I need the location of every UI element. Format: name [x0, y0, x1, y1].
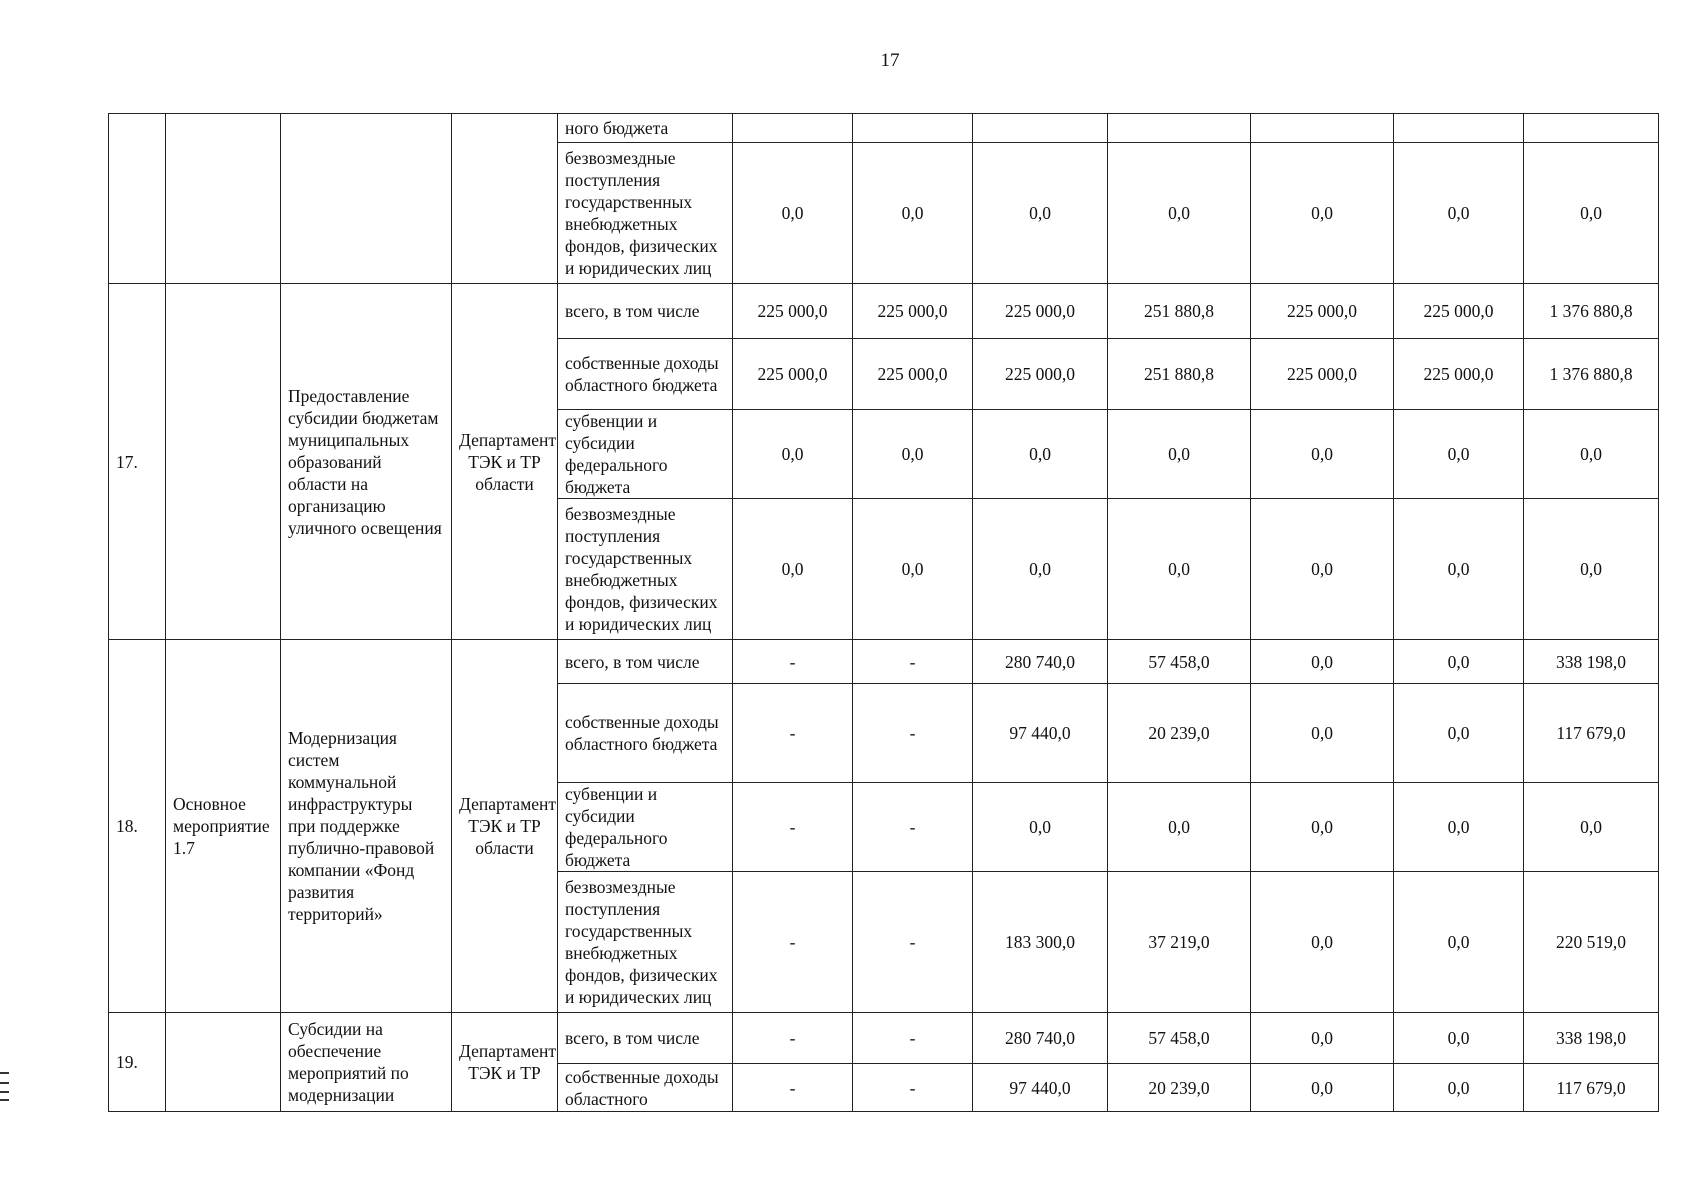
funding-value-cell: 0,0: [1394, 1064, 1524, 1112]
funding-value-cell: 280 740,0: [973, 640, 1108, 684]
event-type: Основное мероприятие 1.7: [166, 640, 281, 1013]
funding-value-cell: -: [733, 783, 853, 872]
funding-value-cell: -: [733, 1064, 853, 1112]
funding-value-cell: 0,0: [1108, 499, 1251, 640]
funding-source-label: безвозмездные поступления государственных внебюджетных фондов, физических и юридических лиц: [558, 143, 733, 284]
funding-value-cell: -: [853, 684, 973, 783]
funding-value-cell: 0,0: [973, 410, 1108, 499]
margin-mark: [0, 1082, 9, 1084]
funding-value-cell: -: [853, 783, 973, 872]
event-type: [166, 284, 281, 640]
funding-value-cell: -: [853, 872, 973, 1013]
funding-source-label: ного бюджета: [558, 114, 733, 143]
funding-value-cell: 97 440,0: [973, 684, 1108, 783]
funding-value-cell: 0,0: [1524, 783, 1659, 872]
table-row: [109, 284, 1659, 339]
funding-value-cell: 0,0: [1251, 1013, 1394, 1064]
funding-source-label: безвозмездные поступления государственных внебюджетных фондов, физических и юридических лиц: [558, 872, 733, 1013]
funding-value-cell: 0,0: [1251, 1064, 1394, 1112]
event-name: Модернизация систем коммунальной инфраструктуры при поддержке публично-правовой компании «Фонд развития территорий»: [281, 640, 452, 1013]
funding-value-cell: 0,0: [1524, 143, 1659, 284]
funding-source-label: собственные доходы областного: [558, 1064, 733, 1112]
funding-source-label: субвенции и субсидии федерального бюджета: [558, 783, 733, 872]
funding-value-cell: 0,0: [733, 499, 853, 640]
funding-source-label: всего, в том числе: [558, 640, 733, 684]
funding-value-cell: 225 000,0: [1394, 284, 1524, 339]
funding-value-cell: 225 000,0: [973, 284, 1108, 339]
table-row: [109, 114, 1659, 143]
funding-source-label: собственные доходы областного бюджета: [558, 684, 733, 783]
funding-value-cell: 0,0: [733, 143, 853, 284]
funding-value-cell: 37 219,0: [1108, 872, 1251, 1013]
funding-value-cell: 338 198,0: [1524, 1013, 1659, 1064]
table-row: [109, 1013, 1659, 1064]
event-type: [166, 1013, 281, 1112]
event-name: [281, 114, 452, 284]
funding-value-cell: 57 458,0: [1108, 640, 1251, 684]
funding-value-cell: 338 198,0: [1524, 640, 1659, 684]
funding-value-cell: 117 679,0: [1524, 684, 1659, 783]
funding-value-cell: 220 519,0: [1524, 872, 1659, 1013]
funding-value-cell: [973, 114, 1108, 143]
funding-value-cell: 1 376 880,8: [1524, 284, 1659, 339]
funding-value-cell: 183 300,0: [973, 872, 1108, 1013]
funding-value-cell: 0,0: [1251, 410, 1394, 499]
funding-value-cell: 0,0: [853, 499, 973, 640]
margin-mark: [0, 1091, 9, 1093]
row-number: 17.: [109, 284, 166, 640]
funding-value-cell: [853, 114, 973, 143]
funding-value-cell: 225 000,0: [973, 339, 1108, 410]
funding-value-cell: 225 000,0: [1251, 339, 1394, 410]
funding-value-cell: 0,0: [1524, 410, 1659, 499]
funding-value-cell: -: [733, 872, 853, 1013]
funding-value-cell: 0,0: [1251, 783, 1394, 872]
funding-value-cell: 251 880,8: [1108, 339, 1251, 410]
funding-value-cell: 1 376 880,8: [1524, 339, 1659, 410]
funding-source-label: собственные доходы областного бюджета: [558, 339, 733, 410]
funding-value-cell: 0,0: [1108, 783, 1251, 872]
margin-mark: [0, 1072, 9, 1074]
funding-value-cell: 225 000,0: [1251, 284, 1394, 339]
funding-value-cell: 0,0: [1394, 143, 1524, 284]
funding-value-cell: [1108, 114, 1251, 143]
funding-value-cell: [1394, 114, 1524, 143]
event-type: [166, 114, 281, 284]
funding-value-cell: -: [853, 1064, 973, 1112]
funding-value-cell: 0,0: [1394, 410, 1524, 499]
funding-value-cell: 0,0: [1251, 499, 1394, 640]
row-number: 19.: [109, 1013, 166, 1112]
row-number: [109, 114, 166, 284]
funding-value-cell: -: [853, 1013, 973, 1064]
funding-source-label: безвозмездные поступления государственных внебюджетных фондов, физических и юридических лиц: [558, 499, 733, 640]
funding-value-cell: -: [733, 1013, 853, 1064]
funding-value-cell: -: [733, 640, 853, 684]
funding-value-cell: 0,0: [1394, 872, 1524, 1013]
funding-value-cell: 225 000,0: [853, 339, 973, 410]
funding-value-cell: 97 440,0: [973, 1064, 1108, 1112]
funding-value-cell: -: [733, 684, 853, 783]
funding-source-label: всего, в том числе: [558, 284, 733, 339]
funding-value-cell: 0,0: [973, 783, 1108, 872]
funding-value-cell: 225 000,0: [853, 284, 973, 339]
funding-source-label: субвенции и субсидии федерального бюджета: [558, 410, 733, 499]
funding-value-cell: 0,0: [1394, 783, 1524, 872]
row-number: 18.: [109, 640, 166, 1013]
funding-value-cell: 0,0: [853, 143, 973, 284]
table-row: [109, 640, 1659, 684]
funding-value-cell: 225 000,0: [733, 284, 853, 339]
responsible-department: Департамент ТЭК и ТР области: [452, 284, 558, 640]
event-name: Субсидии на обеспечение мероприятий по модернизации: [281, 1013, 452, 1112]
funding-value-cell: 280 740,0: [973, 1013, 1108, 1064]
funding-value-cell: [1251, 114, 1394, 143]
funding-value-cell: 20 239,0: [1108, 1064, 1251, 1112]
funding-value-cell: 0,0: [1251, 872, 1394, 1013]
funding-value-cell: 0,0: [1524, 499, 1659, 640]
funding-value-cell: 0,0: [973, 143, 1108, 284]
event-name: Предоставление субсидии бюджетам муниципальных образований области на организацию уличного освещения: [281, 284, 452, 640]
funding-value-cell: 57 458,0: [1108, 1013, 1251, 1064]
funding-value-cell: 225 000,0: [733, 339, 853, 410]
funding-value-cell: 0,0: [1394, 499, 1524, 640]
funding-value-cell: [733, 114, 853, 143]
funding-value-cell: 0,0: [1108, 410, 1251, 499]
funding-value-cell: 0,0: [1394, 640, 1524, 684]
funding-value-cell: -: [853, 640, 973, 684]
funding-source-label: всего, в том числе: [558, 1013, 733, 1064]
responsible-department: Департамент ТЭК и ТР области: [452, 640, 558, 1013]
margin-mark: [0, 1099, 9, 1101]
funding-value-cell: 0,0: [1251, 684, 1394, 783]
responsible-department: Департамент ТЭК и ТР: [452, 1013, 558, 1112]
funding-value-cell: 251 880,8: [1108, 284, 1251, 339]
page-number: 17: [880, 50, 900, 71]
funding-value-cell: [1524, 114, 1659, 143]
funding-value-cell: 0,0: [1251, 640, 1394, 684]
funding-value-cell: 0,0: [1394, 1013, 1524, 1064]
funding-value-cell: 0,0: [1394, 684, 1524, 783]
funding-value-cell: 225 000,0: [1394, 339, 1524, 410]
responsible-department: [452, 114, 558, 284]
funding-value-cell: 0,0: [973, 499, 1108, 640]
funding-value-cell: 0,0: [1251, 143, 1394, 284]
funding-value-cell: 0,0: [1108, 143, 1251, 284]
budget-table: [108, 113, 1659, 1112]
funding-value-cell: 20 239,0: [1108, 684, 1251, 783]
funding-value-cell: 117 679,0: [1524, 1064, 1659, 1112]
funding-value-cell: 0,0: [733, 410, 853, 499]
funding-value-cell: 0,0: [853, 410, 973, 499]
